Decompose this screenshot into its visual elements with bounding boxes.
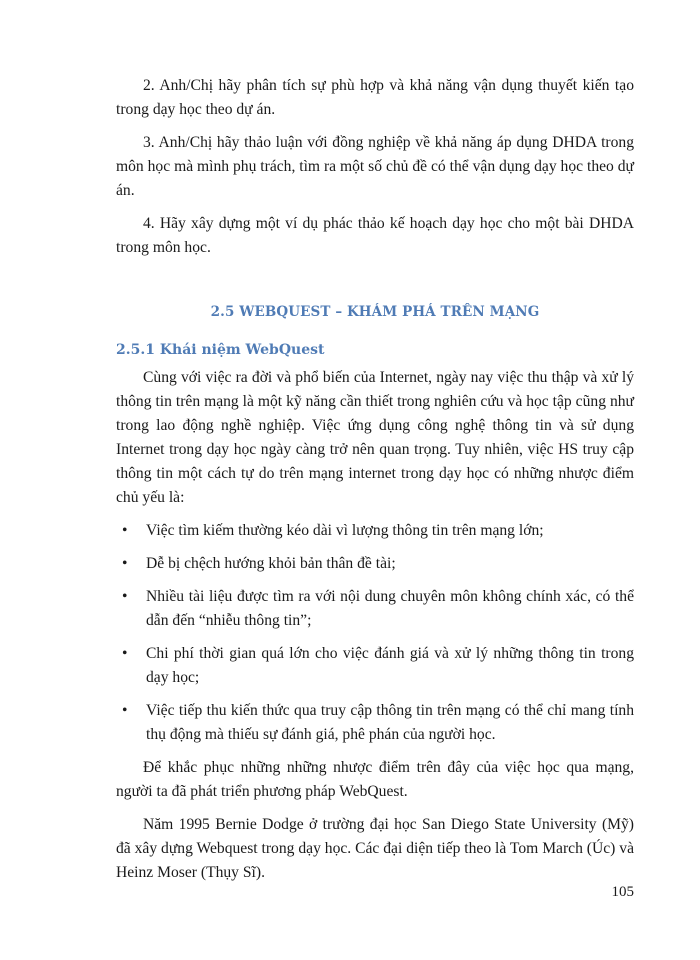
list-item: • Việc tiếp thu kiến thức qua truy cập thông tin trên mạng có thể chỉ mang tính thụ động mà thiếu sự đánh giá, phê phán của người học. (116, 699, 634, 747)
list-item: • Việc tìm kiếm thường kéo dài vì lượng thông tin trên mạng lớn; (116, 519, 634, 543)
intro-paragraph: Cùng với việc ra đời và phổ biến của Internet, ngày nay việc thu thập và xử lý thông tin trên mạng là một kỹ năng cần thiết trong nghiên cứu và học tập cũng như trong lao động nghề nghiệp. Việc ứng dụng công nghệ thông tin và sử dụng Internet trong dạy học ngày càng trở nên quan trọng. Tuy nhiên, việc HS truy cập thông tin một cách tự do trên mạng internet trong dạy học có những nhược điểm chủ yếu là: (116, 369, 634, 506)
subsection-heading: 2.5.1 Khái niệm WebQuest (116, 342, 325, 358)
paragraph-remedy: Để khắc phục những những nhược điểm trên đây của việc học qua mạng, người ta đã phát triển phương pháp WebQuest. (116, 759, 634, 800)
bullet-icon: • (122, 702, 128, 719)
question-4: 4. Hãy xây dựng một ví dụ phác thảo kế hoạch dạy học cho một bài DHDA trong môn học. (116, 215, 634, 256)
bullet-icon: • (122, 522, 128, 539)
question-2: 2. Anh/Chị hãy phân tích sự phù hợp và khả năng vận dụng thuyết kiến tạo trong dạy học theo dự án. (116, 77, 634, 118)
bullet-icon: • (122, 645, 128, 662)
bullet-icon: • (122, 555, 128, 572)
paragraph-history: Năm 1995 Bernie Dodge ở trường đại học San Diego State University (Mỹ) đã xây dựng Webquest trong dạy học. Các đại diện tiếp theo là Tom March (Úc) và Heinz Moser (Thụy Sĩ). (116, 816, 634, 881)
bullet-icon: • (122, 588, 128, 605)
question-3: 3. Anh/Chị hãy thảo luận với đồng nghiệp về khả năng áp dụng DHDA trong môn học mà mình phụ trách, tìm ra một số chủ đề có thể vận dụng dạy học theo dự án. (116, 134, 634, 199)
list-item: • Dễ bị chệch hướng khỏi bản thân đề tài; (116, 552, 634, 576)
drawbacks-list (116, 519, 634, 747)
page-number: 105 (611, 884, 634, 900)
page-content (116, 74, 634, 894)
list-item: • Chi phí thời gian quá lớn cho việc đánh giá và xử lý những thông tin trong dạy học; (116, 642, 634, 690)
list-item: • Nhiều tài liệu được tìm ra với nội dung chuyên môn không chính xác, có thể dẫn đến “nhiễu thông tin”; (116, 585, 634, 633)
section-heading: 2.5 WEBQUEST – KHÁM PHÁ TRÊN MẠNG (210, 304, 540, 320)
